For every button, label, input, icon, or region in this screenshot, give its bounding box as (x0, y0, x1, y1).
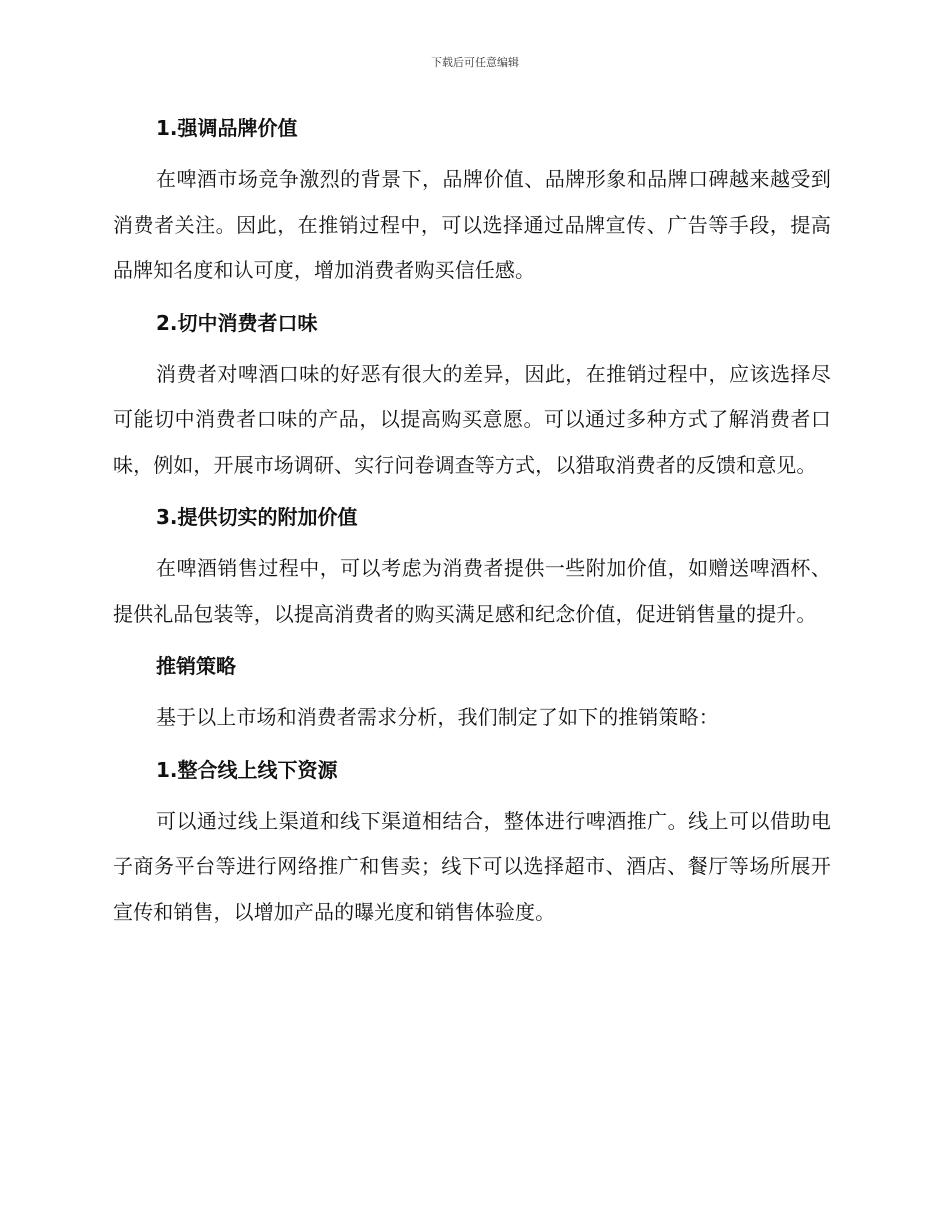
section-heading-online-offline: 1.整合线上线下资源 (156, 757, 338, 782)
page-header-note: 下载后可任意编辑 (431, 56, 519, 69)
document-body (113, 110, 831, 935)
section-paragraph-consumer-taste: 消费者对啤酒口味的好恶有很大的差异，因此，在推销过程中，应该选择尽可能切中消费者口味的产品，以提高购买意愿。可以通过多种方式了解消费者口味，例如，开展市场调研、实行问卷调查等方式，以猎取消费者的反馈和意见。 (113, 361, 831, 477)
section-heading-brand-value: 1.强调品牌价值 (156, 116, 298, 140)
section-heading-added-value: 3.提供切实的附加价值 (156, 505, 358, 529)
section-paragraph-added-value: 在啤酒销售过程中，可以考虑为消费者提供一些附加价值，如赠送啤酒杯、提供礼品包装等，以提高消费者的购买满足感和纪念价值，促进销售量的提升。 (113, 556, 831, 626)
section-paragraph-promotion-strategy: 基于以上市场和消费者需求分析，我们制定了如下的推销策略： (156, 705, 719, 729)
section-heading-consumer-taste: 2.切中消费者口味 (156, 310, 318, 335)
section-paragraph-brand-value: 在啤酒市场竞争激烈的背景下，品牌价值、品牌形象和品牌口碑越来越受到消费者关注。因此，在推销过程中，可以选择通过品牌宣传、广告等手段，提高品牌知名度和认可度，增加消费者购买信任感。 (113, 167, 831, 282)
section-heading-promotion-strategy: 推销策略 (156, 654, 236, 678)
section-paragraph-online-offline: 可以通过线上渠道和线下渠道相结合，整体进行啤酒推广。线上可以借助电子商务平台等进行网络推广和售卖；线下可以选择超市、酒店、餐厅等场所展开宣传和销售，以增加产品的曝光度和销售体验度。 (113, 808, 831, 924)
